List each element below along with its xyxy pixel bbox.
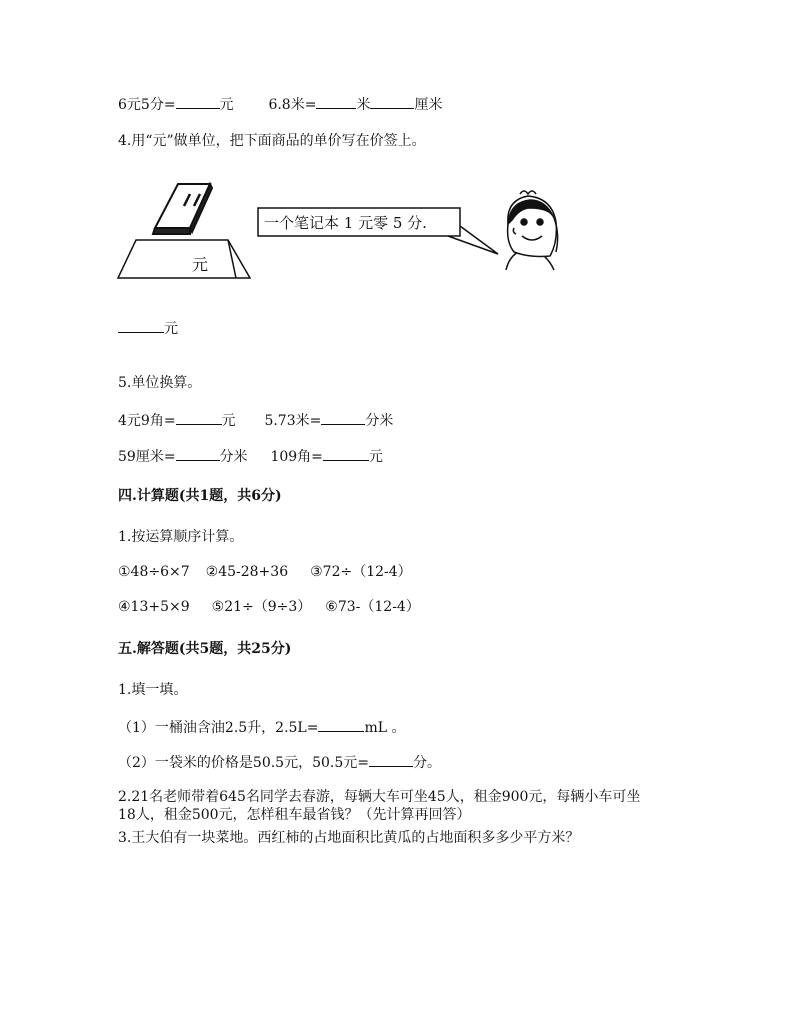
- calc-row-2: [118, 598, 420, 616]
- s5-q2-line-2: 18人，租金500元，怎样租车最省钱？（先计算再回答）: [118, 807, 471, 823]
- calc-item: ①48÷6×7: [118, 564, 190, 580]
- text: 59厘米=: [118, 449, 176, 465]
- text: 4元9角=: [118, 413, 176, 429]
- conversion-line-top: [118, 94, 442, 114]
- text: （2）一袋米的价格是50.5元，50.5元=: [118, 755, 369, 771]
- text: 元: [221, 413, 236, 429]
- answer-blank[interactable]: [323, 446, 369, 461]
- s5-q1-part-2: [118, 752, 441, 772]
- s5-q2-line-1: 2.21名老师带着645名同学去春游，每辆大车可坐45人，租金900元，每辆小车可坐: [118, 789, 641, 805]
- text: 厘米: [414, 97, 443, 113]
- q4-title: 4.用“元”做单位，把下面商品的单价写在价签上。: [118, 133, 426, 149]
- answer-blank[interactable]: [176, 410, 222, 425]
- s5-q1-part-1: [118, 717, 406, 737]
- answer-blank[interactable]: [369, 752, 413, 767]
- answer-blank[interactable]: [370, 94, 414, 109]
- q5-title: 5.单位换算。: [118, 375, 202, 391]
- text: 5.73米=: [264, 413, 322, 429]
- text: 元: [368, 449, 383, 465]
- calc-item: ④13+5×9: [118, 599, 190, 615]
- calc-item: ③72÷（12-4）: [310, 564, 412, 580]
- answer-blank[interactable]: [118, 318, 164, 333]
- answer-blank[interactable]: [176, 94, 220, 109]
- text: 元: [219, 97, 234, 113]
- text: 分。: [412, 755, 441, 771]
- calc-row-1: [118, 563, 412, 581]
- answer-blank[interactable]: [318, 717, 364, 732]
- answer-blank[interactable]: [321, 410, 365, 425]
- section-5-heading: 五.解答题(共5题，共25分): [118, 641, 292, 657]
- girl-icon: [506, 191, 558, 270]
- text: 6.8米=: [268, 97, 317, 113]
- answer-blank[interactable]: [176, 446, 220, 461]
- price-tag-unit: 元: [192, 257, 209, 274]
- text: 109角=: [270, 449, 323, 465]
- text: 分米: [219, 449, 248, 465]
- price-tag: [118, 240, 250, 278]
- calc-item: ②45-28+36: [205, 564, 289, 580]
- text: 6元5分=: [118, 97, 176, 113]
- speech-text: 一个笔记本 1 元零 5 分.: [264, 214, 427, 232]
- text: mL 。: [364, 720, 406, 736]
- s4-q1-title: 1.按运算顺序计算。: [118, 529, 244, 545]
- section-4-heading: 四.计算题(共1题，共6分): [118, 488, 282, 504]
- answer-blank[interactable]: [316, 94, 356, 109]
- q4-answer: [118, 318, 178, 338]
- text: （1）一桶油含油2.5升，2.5L=: [118, 720, 319, 736]
- notebook-icon: [153, 184, 212, 234]
- text: 米: [356, 97, 371, 113]
- text: 分米: [365, 413, 394, 429]
- text: 元: [164, 321, 178, 337]
- calc-item: ⑥73-（12-4）: [325, 599, 420, 615]
- calc-item: ⑤21÷（9÷3）: [211, 599, 312, 615]
- notebook-price-illustration: [110, 178, 590, 288]
- q5-row-1: [118, 410, 393, 430]
- s5-q1-title: 1.填一填。: [118, 682, 188, 698]
- q5-row-2: [118, 446, 383, 466]
- s5-q3: 3.王大伯有一块菜地。西红柿的占地面积比黄瓜的占地面积多多少平方米？: [118, 830, 580, 846]
